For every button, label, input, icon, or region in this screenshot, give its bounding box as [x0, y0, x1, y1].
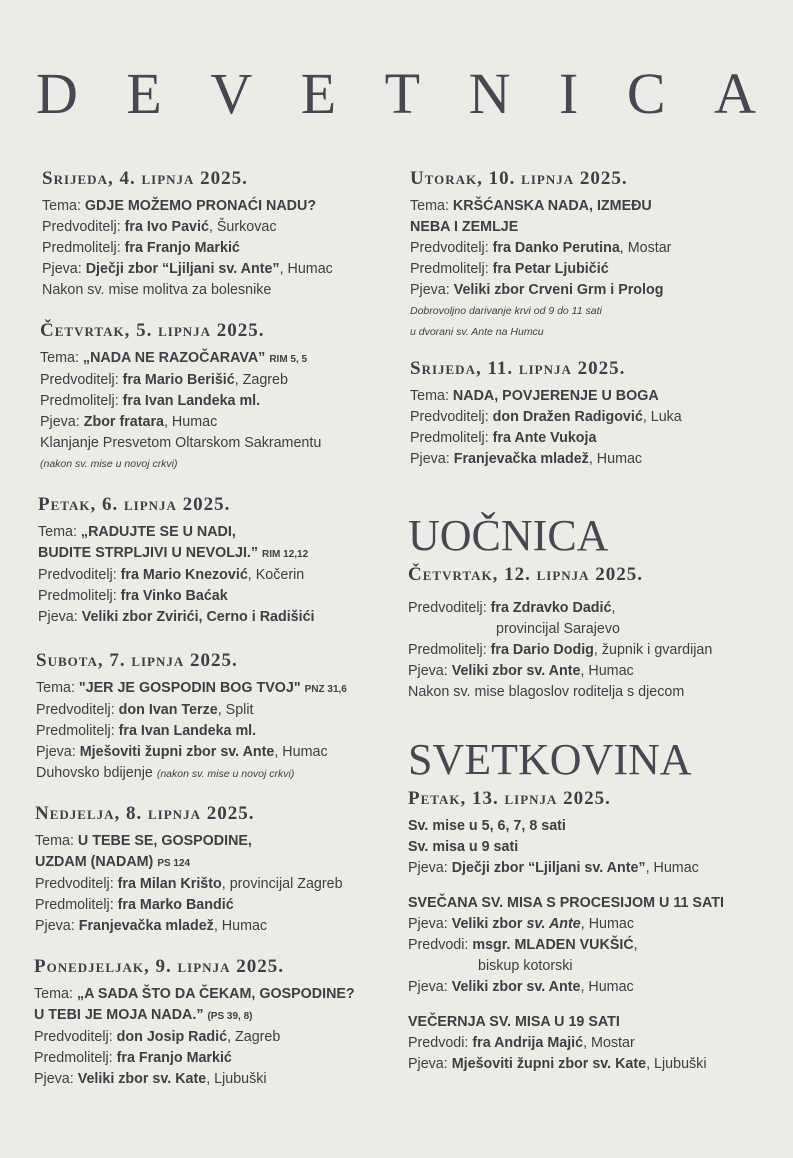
choir-line: Pjeva: Mješoviti župni zbor sv. Kate, Ljubuški [408, 1056, 707, 1072]
theme-line: Tema: „NADA NE RAZOČARAVA” RIM 5, 5 [40, 350, 308, 366]
title-letter: E [126, 61, 162, 126]
title-letter: V [210, 61, 253, 126]
day-heading: Subota, 7. lipnja 2025. [36, 650, 238, 671]
theme-line: Tema: "JER JE GOSPODIN BOG TVOJ" PNZ 31,6 [36, 680, 347, 696]
note-line: Nakon sv. mise blagoslov roditelja s djecom [408, 684, 685, 700]
day-block-sat-7 [36, 650, 347, 785]
feast-title: SVETKOVINA [408, 735, 692, 784]
day-heading: Nedjelja, 8. lipnja 2025. [35, 803, 255, 824]
leader-line: Predvoditelj: fra Mario Knezović, Kočerin [38, 567, 305, 583]
day-block-tue-10 [410, 168, 671, 343]
title-letter: D [36, 61, 78, 126]
theme-line: Tema: „RADUJTE SE U NADI, [38, 524, 236, 540]
prayer-line: Predmolitelj: fra Ivan Landeka ml. [36, 723, 257, 739]
leader-line: Predvoditelj: don Josip Radić, Zagreb [34, 1029, 281, 1045]
note-line: Duhovsko bdijenje (nakon sv. mise u novoj crkvi) [36, 765, 295, 781]
note-italic: u dvorani sv. Ante na Humcu [410, 326, 544, 338]
choir-line: Pjeva: Veliki zbor Crveni Grm i Prolog [410, 282, 664, 298]
day-heading: Utorak, 10. lipnja 2025. [410, 168, 628, 189]
mass-times-line: Sv. mise u 5, 6, 7, 8 sati [408, 818, 566, 834]
vigil-section [408, 512, 712, 703]
leader-line: Predvoditelj: fra Zdravko Dadić, [408, 600, 616, 616]
leader-line-2: biskup kotorski [478, 958, 573, 974]
vigil-title: UOČNICA [408, 511, 609, 560]
day-block-wed-11 [410, 358, 682, 470]
page-title [36, 60, 756, 127]
mass-time-line: Sv. misa u 9 sati [408, 839, 519, 855]
note-italic: (nakon sv. mise u novoj crkvi) [40, 458, 178, 470]
theme-line-2: BUDITE STRPLJIVI U NEVOLJI.” RIM 12,12 [38, 545, 309, 561]
theme-line-2: UZDAM (NADAM) PS 124 [35, 854, 191, 870]
leader-line: Predvoditelj: fra Milan Krišto, provincijal Zagreb [35, 876, 343, 892]
leader-line: Predvoditelj: fra Mario Berišić, Zagreb [40, 372, 288, 388]
title-letter: I [558, 61, 579, 126]
theme-line: Tema: U TEBE SE, GOSPODINE, [35, 833, 252, 849]
day-heading: Četvrtak, 12. lipnja 2025. [408, 564, 644, 585]
theme-line-2: NEBA I ZEMLJE [410, 219, 519, 235]
evening-mass-heading: VEČERNJA SV. MISA U 19 SATI [408, 1014, 620, 1030]
choir-line: Pjeva: Zbor fratara, Humac [40, 414, 218, 430]
leader-line: Predvoditelj: don Dražen Radigović, Luka [410, 409, 682, 425]
prayer-line: Predmolitelj: fra Franjo Markić [42, 240, 240, 256]
choir-line: Pjeva: Mješoviti župni zbor sv. Ante, Humac [36, 744, 328, 760]
day-block-fri-6 [38, 494, 315, 628]
solemn-mass-heading: SVEČANA SV. MISA S PROCESIJOM U 11 SATI [408, 895, 724, 911]
choir-line: Pjeva: Veliki zbor Zvirići, Cerno i Radišići [38, 609, 315, 625]
theme-line-2: U TEBI JE MOJA NADA.” (PS 39, 8) [34, 1007, 253, 1023]
prayer-line: Predmolitelj: fra Ante Vukoja [410, 430, 597, 446]
day-heading: Četvrtak, 5. lipnja 2025. [40, 320, 265, 341]
choir-line: Pjeva: Veliki zbor sv. Ante, Humac [408, 663, 634, 679]
leader-line: Predvoditelj: fra Ivo Pavić, Šurkovac [42, 219, 277, 235]
day-heading: Srijeda, 11. lipnja 2025. [410, 358, 626, 379]
day-heading: Petak, 13. lipnja 2025. [408, 788, 611, 809]
leader-line-2: provincijal Sarajevo [496, 621, 620, 637]
prayer-line: Predmolitelj: fra Marko Bandić [35, 897, 234, 913]
title-letter: N [468, 61, 511, 126]
day-heading: Srijeda, 4. lipnja 2025. [42, 168, 248, 189]
theme-line: Tema: KRŠĆANSKA NADA, IZMEĐU [410, 198, 652, 214]
feast-section [408, 736, 724, 1075]
title-letter: T [384, 61, 421, 126]
prayer-line: Predmolitelj: fra Franjo Markić [34, 1050, 232, 1066]
leader-line: Predvoditelj: don Ivan Terze, Split [36, 702, 254, 718]
choir-line: Pjeva: Dječji zbor “Ljiljani sv. Ante”, Humac [408, 860, 699, 876]
prayer-line: Predmolitelj: fra Dario Dodig, župnik i gvardijan [408, 642, 713, 658]
day-heading: Ponedjeljak, 9. lipnja 2025. [34, 956, 284, 977]
prayer-line: Predmolitelj: fra Petar Ljubičić [410, 261, 609, 277]
theme-line: Tema: „A SADA ŠTO DA ČEKAM, GOSPODINE? [34, 986, 355, 1002]
note-italic: Dobrovoljno darivanje krvi od 9 do 11 sati [410, 305, 602, 317]
day-block-wed-4 [42, 168, 333, 301]
title-letter: A [714, 61, 756, 126]
day-block-thu-5 [40, 320, 321, 475]
day-heading: Petak, 6. lipnja 2025. [38, 494, 231, 515]
day-block-mon-9 [34, 956, 355, 1090]
choir-line: Pjeva: Franjevačka mladež, Humac [35, 918, 268, 934]
leader-line: Predvodi: msgr. MLADEN VUKŠIĆ, [408, 937, 638, 953]
choir-line: Pjeva: Dječji zbor “Ljiljani sv. Ante”, Humac [42, 261, 333, 277]
leader-line: Predvoditelj: fra Danko Perutina, Mostar [410, 240, 672, 256]
leader-line: Predvodi: fra Andrija Majić, Mostar [408, 1035, 635, 1051]
theme-line: Tema: GDJE MOŽEMO PRONAĆI NADU? [42, 198, 317, 214]
choir-line: Pjeva: Veliki zbor sv. Ante, Humac [408, 979, 634, 995]
note-line: Klanjanje Presvetom Oltarskom Sakramentu [40, 435, 322, 451]
choir-line: Pjeva: Franjevačka mladež, Humac [410, 451, 643, 467]
theme-line: Tema: NADA, POVJERENJE U BOGA [410, 388, 659, 404]
prayer-line: Predmolitelj: fra Ivan Landeka ml. [40, 393, 261, 409]
title-letter: E [300, 61, 337, 126]
choir-line: Pjeva: Veliki zbor sv. Kate, Ljubuški [34, 1071, 267, 1087]
note-line: Nakon sv. mise molitva za bolesnike [42, 282, 272, 298]
day-block-sun-8 [35, 803, 343, 937]
prayer-line: Predmolitelj: fra Vinko Baćak [38, 588, 228, 604]
choir-line: Pjeva: Veliki zbor sv. Ante, Humac [408, 916, 634, 932]
title-letter: C [626, 61, 666, 126]
